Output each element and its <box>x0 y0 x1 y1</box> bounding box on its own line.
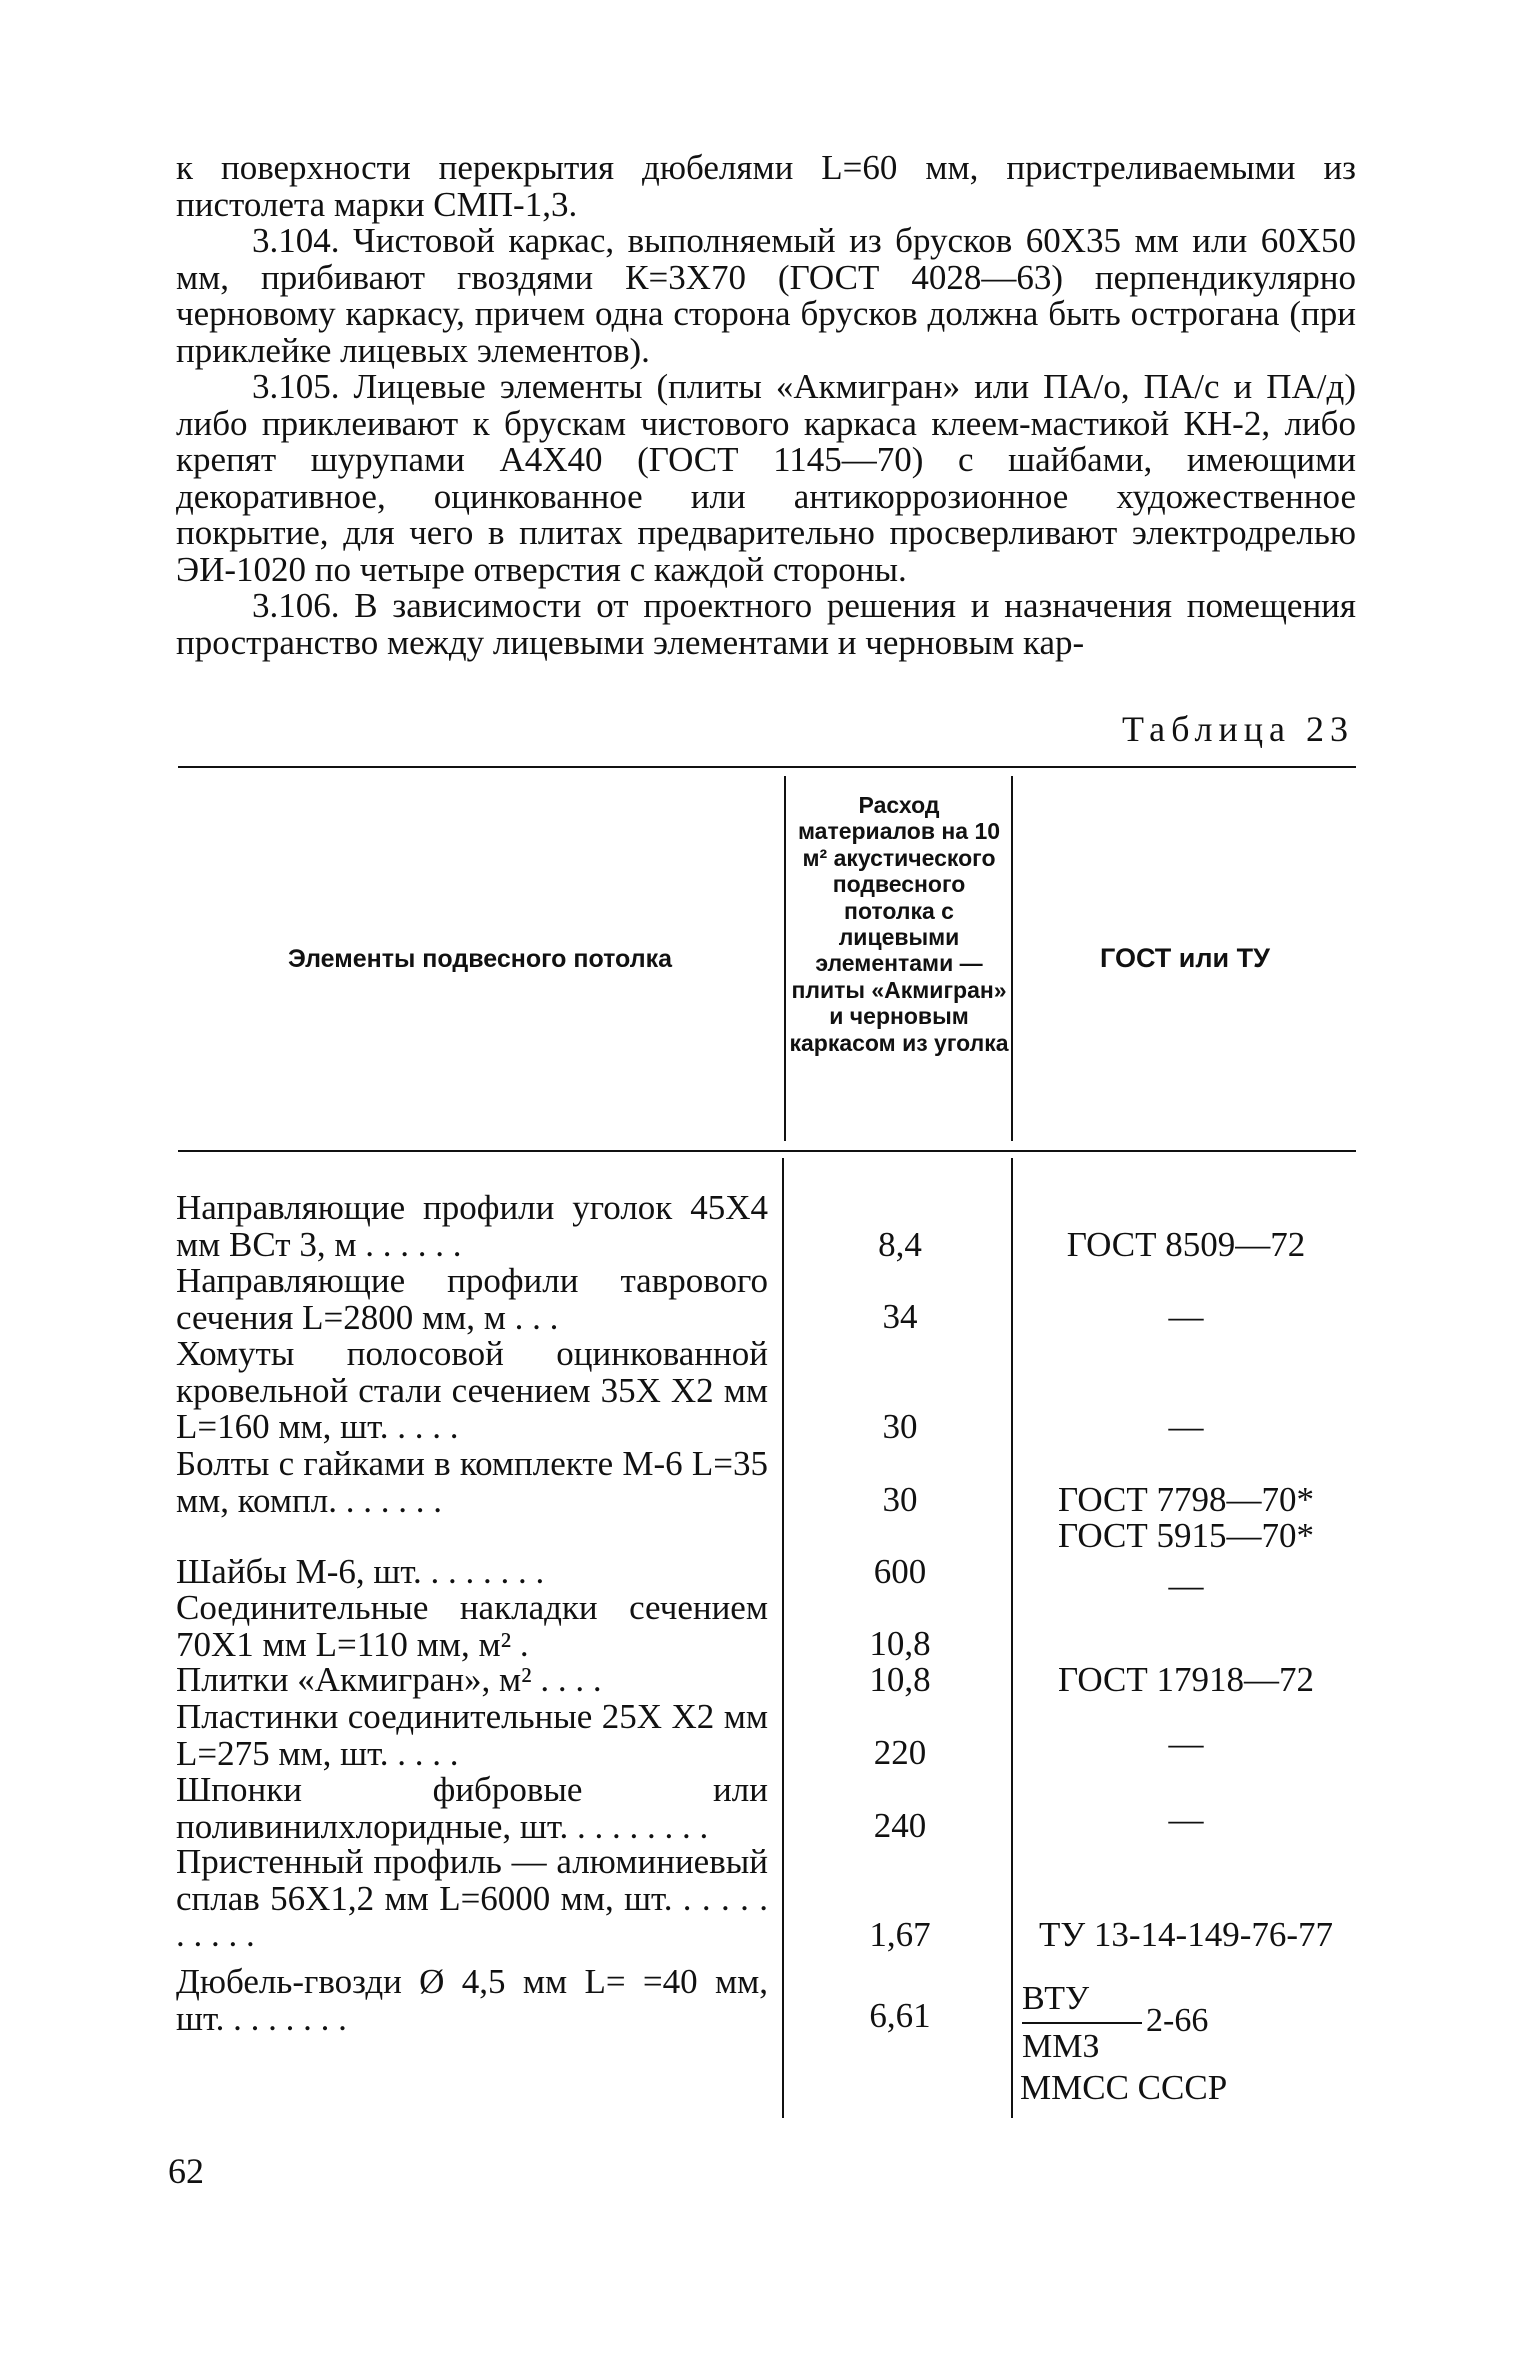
header-bottom-rule <box>178 1150 1356 1152</box>
row-9-standard: — <box>1168 1800 1204 1839</box>
fraction-bar <box>1022 2022 1142 2024</box>
paragraph-continuation: к поверхности перекрытия дюбелями L=60 мм, пристреливаемыми из пистолета марки СМП-1,3. <box>176 148 1356 224</box>
body-divider-left <box>782 1158 784 2118</box>
row-1-value: 8,4 <box>878 1225 922 1264</box>
body-text <box>176 150 1356 661</box>
paragraph-3-106: 3.106. В зависимости от проектного решения и назначения помещения пространство между лицевыми элементами и черновым кар- <box>176 586 1356 662</box>
row-10-value: 1,67 <box>869 1915 931 1954</box>
row-2-name: Направляющие профили таврового сечения L=2800 мм, м . . . <box>176 1261 768 1337</box>
row-8-standard: — <box>1168 1724 1204 1763</box>
row-7-name: Плитки «Акмигран», м² . . . . <box>176 1660 602 1699</box>
row-1-standard: ГОСТ 8509—72 <box>1066 1225 1306 1264</box>
row-2-standard: — <box>1168 1297 1204 1336</box>
page-number: 62 <box>168 2151 204 2191</box>
standard-suffix: 2-66 <box>1146 2002 1209 2039</box>
header-divider-left <box>784 776 786 1141</box>
row-3-name: Хомуты полосовой оцинкованной кровельной стали сечением 35Х Х2 мм L=160 мм, шт. . . . . <box>176 1334 768 1446</box>
row-8-value: 220 <box>873 1733 927 1772</box>
row-4-standard: ГОСТ 7798—70* <box>1057 1480 1315 1519</box>
row-4-name: Болты с гайками в комплекте М-6 L=35 мм, компл. . . . . . . <box>176 1444 768 1520</box>
row-8-name: Пластинки соединительные 25Х Х2 мм L=275 мм, шт. . . . . <box>176 1697 768 1773</box>
row-9-name: Шпонки фибровые или поливинилхлоридные, шт. . . . . . . . . <box>176 1770 768 1846</box>
row-6-value: 10,8 <box>869 1624 931 1663</box>
header-elements: Элементы подвесного потолка <box>287 945 673 973</box>
row-1-name: Направляющие профили уголок 45Х4 мм ВСт 3, м . . . . . . <box>176 1188 768 1264</box>
standard-denominator: ММЗ <box>1022 2028 1100 2065</box>
standard-numerator: ВТУ <box>1022 1980 1090 2017</box>
header-consumption: Расход материалов на 10 м² акустического подвесного потолка с лицевыми элементами — плиты «Акмигран» и черновым каркасом из уголка <box>789 792 1009 1056</box>
row-3-standard: — <box>1168 1407 1204 1446</box>
standard-organization: ММСС СССР <box>1020 2068 1228 2107</box>
row-3-value: 30 <box>882 1407 918 1446</box>
row-6-name: Соединительные накладки сечением 70Х1 мм L=110 мм, м² . <box>176 1588 768 1664</box>
paragraph-3-104: 3.104. Чистовой каркас, выполняемый из брусков 60Х35 мм или 60Х50 мм, прибивают гвоздями К=3Х70 (ГОСТ 4028—63) перпендикулярно черновому каркасу, причем одна сторона брусков должна быть острогана (при приклейке лицевых элементов). <box>176 221 1356 370</box>
row-7-value: 10,8 <box>869 1660 931 1699</box>
row-10-name: Пристенный профиль — алюминиевый сплав 56Х1,2 мм L=6000 мм, шт. . . . . . . . . . . <box>176 1842 768 1954</box>
row-7-standard: ГОСТ 17918—72 <box>1057 1660 1315 1699</box>
body-divider-right <box>1011 1158 1013 2118</box>
row-10-standard: ТУ 13-14-149-76-77 <box>1038 1915 1334 1954</box>
row-11-value: 6,61 <box>869 1996 931 2035</box>
row-5-name: Шайбы М-6, шт. . . . . . . . <box>176 1552 545 1591</box>
row-5-standard: ГОСТ 5915—70* <box>1057 1516 1315 1555</box>
header-standard: ГОСТ или ТУ <box>1100 943 1270 973</box>
table-top-rule <box>178 766 1356 768</box>
row-4-value: 30 <box>882 1480 918 1519</box>
row-6-standard: — <box>1168 1566 1204 1605</box>
header-divider-right <box>1011 776 1013 1141</box>
row-9-value: 240 <box>873 1806 927 1845</box>
paragraph-3-105: 3.105. Лицевые элементы (плиты «Акмигран» или ПА/о, ПА/с и ПА/д) либо приклеивают к брускам чистового каркаса клеем-мастикой КН-2, либо крепят шурупами А4Х40 (ГОСТ 1145—70) с шайбами, имеющими декоративное, оцинкованное или антикоррозионное художественное покрытие, для чего в плитах предварительно просверливают электродрелью ЭИ-1020 по четыре отверстия с каждой стороны. <box>176 367 1356 589</box>
row-2-value: 34 <box>882 1297 918 1336</box>
row-5-value: 600 <box>873 1552 927 1591</box>
table-caption: Таблица 23 <box>1122 709 1354 749</box>
row-11-name: Дюбель-гвозди Ø 4,5 мм L= =40 мм, шт. . . . . . . . <box>176 1962 768 2038</box>
